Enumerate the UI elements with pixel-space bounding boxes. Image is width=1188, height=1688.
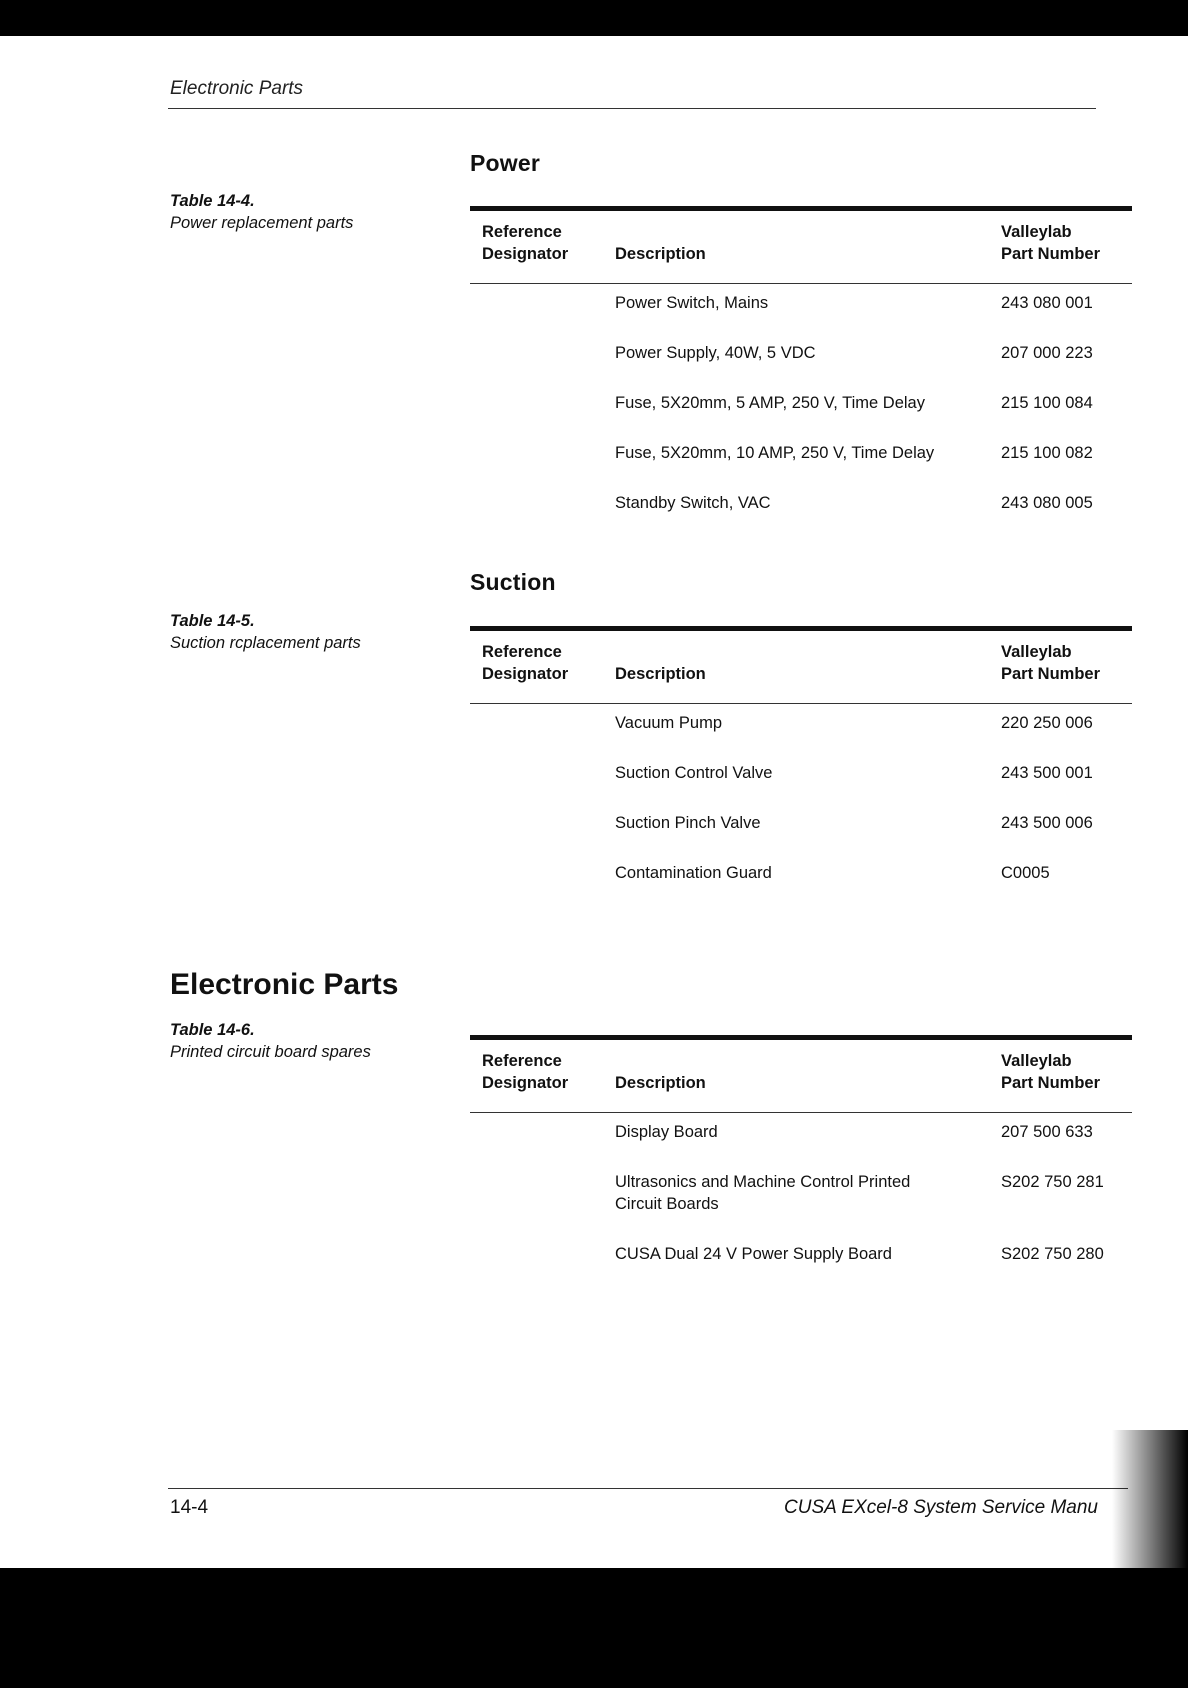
part-number: 243 500 006 bbox=[1001, 814, 1093, 832]
part-number: 207 500 633 bbox=[1001, 1123, 1093, 1141]
running-head: Electronic Parts bbox=[170, 78, 304, 99]
part-description: CUSA Dual 24 V Power Supply Board bbox=[615, 1245, 892, 1263]
part-number: 215 100 082 bbox=[1001, 444, 1093, 462]
part-description: Suction Control Valve bbox=[615, 764, 773, 782]
table-row bbox=[470, 492, 1132, 514]
suction-section-title: Suction bbox=[470, 569, 556, 595]
header-ref-line1: Reference bbox=[482, 223, 562, 241]
header-pn-line2: Part Number bbox=[1001, 1074, 1101, 1092]
part-description: Fuse, 5X20mm, 5 AMP, 250 V, Time Delay bbox=[615, 394, 925, 412]
table-row bbox=[470, 762, 1132, 784]
power-parts-table bbox=[470, 206, 1132, 542]
scan-border-bottom bbox=[0, 1568, 1188, 1688]
table-row bbox=[470, 292, 1132, 314]
header-ref-line2: Designator bbox=[482, 245, 569, 263]
manual-title: CUSA EXcel-8 System Service Manu bbox=[784, 1497, 1098, 1518]
header-ref-line2: Designator bbox=[482, 1074, 569, 1092]
header-part-number bbox=[1001, 641, 1100, 685]
table-row bbox=[470, 712, 1132, 734]
part-number: 220 250 006 bbox=[1001, 714, 1093, 732]
header-rule bbox=[168, 108, 1096, 109]
part-number: 243 500 001 bbox=[1001, 764, 1093, 782]
header-ref-line1: Reference bbox=[482, 1052, 562, 1070]
header-reference-designator bbox=[482, 221, 568, 265]
table-row bbox=[470, 1243, 1132, 1265]
part-number: 215 100 084 bbox=[1001, 394, 1093, 412]
header-pn-line1: Valleylab bbox=[1001, 1052, 1072, 1070]
header-pn-line2: Part Number bbox=[1001, 245, 1101, 263]
part-number: 243 080 001 bbox=[1001, 294, 1093, 312]
electronic-parts-table bbox=[470, 1035, 1132, 1293]
part-description: Vacuum Pump bbox=[615, 714, 722, 732]
table-header bbox=[470, 211, 1132, 283]
scan-smudge bbox=[1112, 1430, 1188, 1570]
table-row bbox=[470, 392, 1132, 414]
table-row bbox=[470, 442, 1132, 464]
part-number: S202 750 280 bbox=[1001, 1245, 1104, 1263]
table-body bbox=[470, 284, 1132, 514]
part-number: S202 750 281 bbox=[1001, 1173, 1104, 1191]
part-description: Display Board bbox=[615, 1123, 718, 1141]
electronic-table-caption bbox=[170, 1019, 410, 1063]
header-part-number bbox=[1001, 221, 1100, 265]
page-number: 14-4 bbox=[170, 1497, 209, 1518]
power-caption-text: Power replacement parts bbox=[170, 214, 354, 232]
part-description: Power Supply, 40W, 5 VDC bbox=[615, 344, 816, 362]
table-row bbox=[470, 812, 1132, 834]
part-description: Suction Pinch Valve bbox=[615, 814, 761, 832]
table-row bbox=[470, 1121, 1132, 1143]
suction-parts-table bbox=[470, 626, 1132, 912]
table-header bbox=[470, 1040, 1132, 1112]
table-row bbox=[470, 862, 1132, 884]
part-description: Standby Switch, VAC bbox=[615, 494, 771, 512]
suction-caption-label: Table 14-5. bbox=[170, 612, 255, 630]
header-part-number bbox=[1001, 1050, 1100, 1094]
header-description: Description bbox=[615, 1074, 706, 1092]
part-description: Fuse, 5X20mm, 10 AMP, 250 V, Time Delay bbox=[615, 444, 935, 462]
header-pn-line2: Part Number bbox=[1001, 665, 1101, 683]
header-reference-designator bbox=[482, 1050, 568, 1094]
footer-rule bbox=[168, 1488, 1128, 1489]
header-ref-line1: Reference bbox=[482, 643, 562, 661]
header-pn-line1: Valleylab bbox=[1001, 643, 1072, 661]
part-description: Ultrasonics and Machine Control Printed Circuit Boards bbox=[615, 1173, 911, 1213]
power-caption-label: Table 14-4. bbox=[170, 192, 255, 210]
header-description: Description bbox=[615, 665, 706, 683]
part-description: Power Switch, Mains bbox=[615, 294, 769, 312]
electronic-caption-text: Printed circuit board spares bbox=[170, 1043, 371, 1061]
power-table-caption bbox=[170, 190, 410, 234]
scan-border-top bbox=[0, 0, 1188, 36]
suction-table-caption bbox=[170, 610, 410, 654]
suction-caption-text: Suction rcplacement parts bbox=[170, 634, 361, 652]
table-row bbox=[470, 342, 1132, 364]
header-description: Description bbox=[615, 245, 706, 263]
part-number: 207 000 223 bbox=[1001, 344, 1093, 362]
table-body bbox=[470, 704, 1132, 884]
power-section-title: Power bbox=[470, 150, 541, 176]
part-number: C0005 bbox=[1001, 864, 1050, 882]
table-row bbox=[470, 1171, 1132, 1215]
electronic-parts-heading: Electronic Parts bbox=[170, 968, 399, 1001]
header-reference-designator bbox=[482, 641, 568, 685]
table-header bbox=[470, 631, 1132, 703]
table-body bbox=[470, 1113, 1132, 1265]
part-description: Contamination Guard bbox=[615, 864, 772, 882]
electronic-caption-label: Table 14-6. bbox=[170, 1021, 255, 1039]
part-number: 243 080 005 bbox=[1001, 494, 1093, 512]
header-pn-line1: Valleylab bbox=[1001, 223, 1072, 241]
header-ref-line2: Designator bbox=[482, 665, 569, 683]
